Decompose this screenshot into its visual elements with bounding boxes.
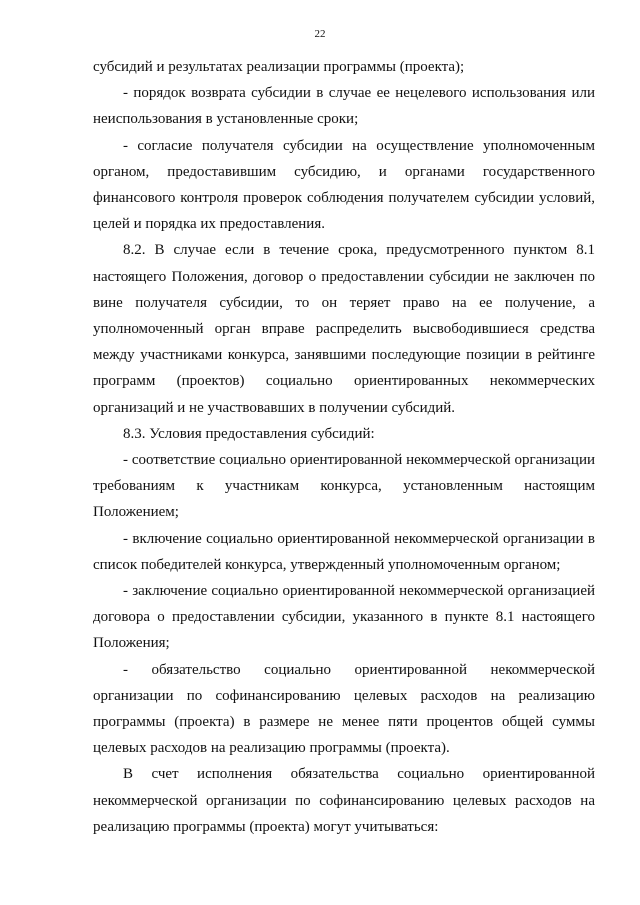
paragraph: субсидий и результатах реализации программы (проекта); [93, 59, 465, 75]
paragraph: 8.3. Условия предоставления субсидий: [123, 425, 375, 442]
paragraph: - соответствие социально ориентированной некоммерческой организации требованиям к участникам конкурса, установленным настоящим Положением; [93, 452, 595, 521]
page-number: 22 [314, 28, 326, 40]
document-body [93, 54, 595, 840]
paragraph: - обязательство социально ориентированной некоммерческой организации по софинансированию целевых расходов на реализацию программы (проекта) в размере не менее пяти процентов общей суммы целевых расходов на реализацию программы (проекта). [93, 661, 595, 757]
paragraph: - включение социально ориентированной некоммерческой организации в список победителей конкурса, утвержденный уполномоченным органом; [93, 530, 595, 573]
paragraph: 8.2. В случае если в течение срока, предусмотренного пунктом 8.1 настоящего Положения, договор о предоставлении субсидии не заключен по вине получателя субсидии, то он теряет право на ее получение, а уполномоченный орган вправе распределить высвободившиеся средства между участниками конкурса, занявшими последующие позиции в рейтинге программ (проектов) социально ориентированных некоммерческих организаций и не участвовавших в получении субсидий. [93, 242, 595, 416]
paragraph: - заключение социально ориентированной некоммерческой организацией договора о предоставлении субсидии, указанного в пункте 8.1 настоящего Положения; [93, 583, 595, 652]
paragraph: В счет исполнения обязательства социально ориентированной некоммерческой организации по софинансированию целевых расходов на реализацию программы (проекта) могут учитываться: [93, 766, 595, 835]
paragraph: - порядок возврата субсидии в случае ее нецелевого использования или неиспользования в установленные сроки; [93, 85, 595, 128]
paragraph: - согласие получателя субсидии на осуществление уполномоченным органом, предоставившим субсидию, и органами государственного финансового контроля проверок соблюдения получателем субсидии условий, целей и порядка их предоставления. [93, 137, 595, 233]
